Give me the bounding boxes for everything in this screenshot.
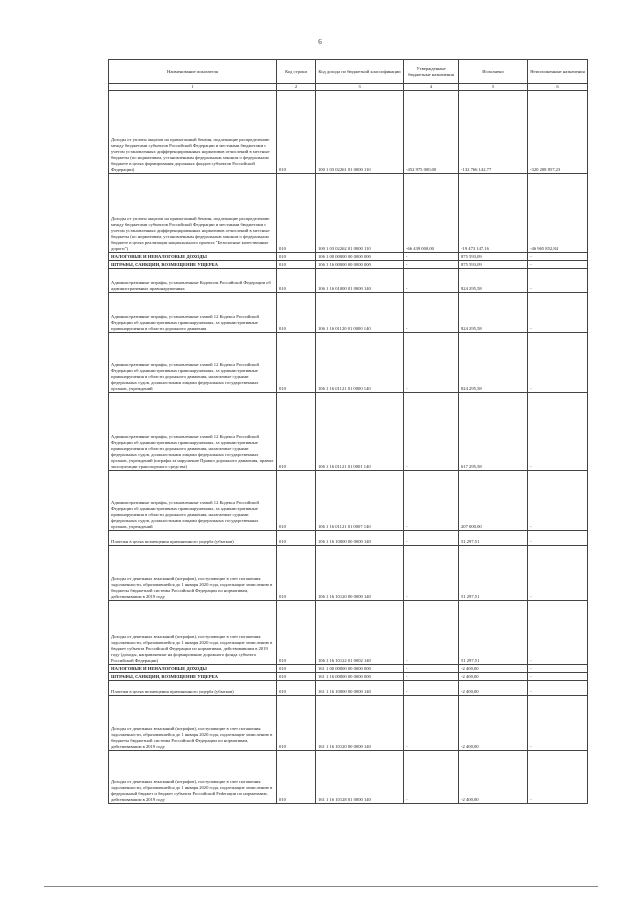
approved-cell: -66 439 000,00 — [404, 174, 459, 253]
line-code-cell: 010 — [277, 546, 316, 601]
executed-cell: -2 400,00 — [459, 681, 528, 696]
executed-cell: 824 295,58 — [459, 293, 528, 333]
column-index: 6 — [528, 84, 588, 91]
line-code-cell: 010 — [277, 91, 316, 174]
table-row — [109, 696, 588, 751]
header-line-code: Код строки — [277, 60, 316, 84]
approved-cell: - — [404, 261, 459, 269]
table-row — [109, 293, 588, 333]
indicator-name-cell: Доходы от уплаты акцизов на прямогонный бензин, подлежащие распределению между бюджетами субъектов Российской Федерации и местными бюджетами с учетом установленных дифференцированных нормативов отчислений в местные бюджеты (по нормативам, установленным федеральным законом о федеральном бюджете в целях реализации национального проекта "Безопасные качественные дороги") — [109, 174, 277, 253]
unexecuted-cell: - — [528, 696, 588, 751]
executed-cell: 207 000,00 — [459, 471, 528, 531]
unexecuted-cell: - — [528, 333, 588, 393]
indicator-name-cell: Доходы от денежных взысканий (штрафов), поступающие в счет погашения задолженности, образовавшейся до 1 января 2020 года, подлежащие зачислению в бюджет субъекта Российской Федерации по нормативам, действовавшим в 2019 году (доходы, направляемые на формирование дорожного фонда субъекта Российской Федерации) — [109, 601, 277, 665]
classification-code-cell: 161 1 16 10128 01 0000 140 — [316, 751, 404, 804]
executed-cell: -132 766 142,77 — [459, 91, 528, 174]
line-code-cell: 010 — [277, 673, 316, 681]
unexecuted-cell: - — [528, 293, 588, 333]
approved-cell: - — [404, 751, 459, 804]
indicator-name-cell: ШТРАФЫ, САНКЦИИ, ВОЗМЕЩЕНИЕ УЩЕРБА — [109, 673, 277, 681]
table-row — [109, 261, 588, 269]
unexecuted-cell: - — [528, 665, 588, 673]
table-row — [109, 665, 588, 673]
table-row — [109, 601, 588, 665]
table-row — [109, 681, 588, 696]
line-code-cell: 010 — [277, 681, 316, 696]
executed-cell: 51 297,51 — [459, 601, 528, 665]
unexecuted-cell: - — [528, 673, 588, 681]
header-indicator-name: Наименование показателя — [109, 60, 277, 84]
column-index: 5 — [459, 84, 528, 91]
approved-cell: - — [404, 253, 459, 261]
approved-cell: - — [404, 269, 459, 293]
approved-cell: - — [404, 673, 459, 681]
executed-cell: -19 473 147,16 — [459, 174, 528, 253]
unexecuted-cell: - — [528, 751, 588, 804]
classification-code-cell: 106 1 16 01000 01 0000 140 — [316, 269, 404, 293]
table-row — [109, 333, 588, 393]
column-index: 1 — [109, 84, 277, 91]
approved-cell: - — [404, 333, 459, 393]
approved-cell: - — [404, 601, 459, 665]
indicator-name-cell: НАЛОГОВЫЕ И НЕНАЛОГОВЫЕ ДОХОДЫ — [109, 253, 277, 261]
table-row — [109, 174, 588, 253]
table-row — [109, 471, 588, 531]
classification-code-cell: 100 1 03 02262 01 0000 110 — [316, 174, 404, 253]
unexecuted-cell: - — [528, 393, 588, 471]
column-index-row — [109, 84, 588, 91]
line-code-cell: 010 — [277, 261, 316, 269]
executed-cell: 617 295,58 — [459, 393, 528, 471]
line-code-cell: 010 — [277, 174, 316, 253]
executed-cell: 51 297,51 — [459, 546, 528, 601]
unexecuted-cell: - — [528, 531, 588, 546]
column-index: 4 — [404, 84, 459, 91]
table-row — [109, 751, 588, 804]
executed-cell: 875 593,09 — [459, 261, 528, 269]
line-code-cell: 010 — [277, 393, 316, 471]
unexecuted-cell: -46 965 852,84 — [528, 174, 588, 253]
line-code-cell: 010 — [277, 471, 316, 531]
classification-code-cell: 106 1 16 10122 01 0002 140 — [316, 601, 404, 665]
approved-cell: - — [404, 696, 459, 751]
executed-cell: -2 400,00 — [459, 673, 528, 681]
classification-code-cell: 106 1 16 01121 01 0000 140 — [316, 333, 404, 393]
indicator-name-cell: Административные штрафы, установленные главой 12 Кодекса Российской Федерации об административных правонарушениях, за административные правонарушения в области дорожного движения, налагаемые судьями федеральных судов, должностными лицами федеральных государственных органов, учреждений (штрафы за нарушение Правил дорожного движения, правил эксплуатации транспортного средства) — [109, 393, 277, 471]
approved-cell: - — [404, 665, 459, 673]
approved-cell: - — [404, 546, 459, 601]
indicator-name-cell: Административные штрафы, установленные главой 12 Кодекса Российской Федерации об административных правонарушениях, за административные правонарушения в области дорожного движения, налагаемые судьями федеральных судов, должностными лицами федеральных государственных органов, учреждений — [109, 471, 277, 531]
classification-code-cell: 106 1 16 01121 01 0007 140 — [316, 471, 404, 531]
executed-cell: 51 297,51 — [459, 531, 528, 546]
line-code-cell: 010 — [277, 253, 316, 261]
indicator-name-cell: Административные штрафы, установленные главой 12 Кодекса Российской Федерации об административных правонарушениях, за административные правонарушения в области дорожного движения, налагаемые судьями федеральных судов, должностными лицами федеральных государственных органов, учреждений — [109, 333, 277, 393]
line-code-cell: 010 — [277, 293, 316, 333]
table-row — [109, 546, 588, 601]
table-row — [109, 269, 588, 293]
table-row — [109, 91, 588, 174]
classification-code-cell: 161 1 00 00000 00 0000 000 — [316, 665, 404, 673]
indicator-name-cell: Доходы от уплаты акцизов на прямогонный бензин, подлежащие распределению между бюджетами субъектов Российской Федерации и местными бюджетами с учетом установленных дифференцированных нормативов отчислений в местные бюджеты (по нормативам, установленным федеральным законом о федеральном бюджете в целях формирования дорожных фондов субъектов Российской Федерации) — [109, 91, 277, 174]
executed-cell: -2 400,00 — [459, 751, 528, 804]
classification-code-cell: 106 1 16 10000 00 0000 140 — [316, 531, 404, 546]
approved-cell: - — [404, 393, 459, 471]
classification-code-cell: 161 1 16 10000 00 0000 140 — [316, 681, 404, 696]
executed-cell: 824 295,58 — [459, 269, 528, 293]
table-row — [109, 531, 588, 546]
line-code-cell: 010 — [277, 601, 316, 665]
classification-code-cell: 161 1 16 00000 00 0000 000 — [316, 673, 404, 681]
classification-code-cell: 100 1 03 02261 01 0000 110 — [316, 91, 404, 174]
approved-cell: - — [404, 531, 459, 546]
line-code-cell: 010 — [277, 665, 316, 673]
budget-execution-table — [108, 59, 588, 804]
executed-cell: -2 400,00 — [459, 696, 528, 751]
table-row — [109, 393, 588, 471]
unexecuted-cell: - — [528, 261, 588, 269]
unexecuted-cell: - — [528, 601, 588, 665]
indicator-name-cell: Административные штрафы, установленные Кодексом Российской Федерации об административных правонарушениях — [109, 269, 277, 293]
header-budget-classification-code: Код дохода по бюджетной классификации — [316, 60, 404, 84]
unexecuted-cell: - — [528, 681, 588, 696]
table-row — [109, 253, 588, 261]
header-approved-appropriations: Утвержденные бюджетные назначения — [404, 60, 459, 84]
header-unexecuted-appropriations: Неисполненные назначения — [528, 60, 588, 84]
classification-code-cell: 106 1 16 10120 00 0000 140 — [316, 546, 404, 601]
line-code-cell: 010 — [277, 751, 316, 804]
table-row — [109, 673, 588, 681]
column-index: 2 — [277, 84, 316, 91]
header-executed: Исполнено — [459, 60, 528, 84]
unexecuted-cell: -320 208 857,23 — [528, 91, 588, 174]
approved-cell: -452 975 000,00 — [404, 91, 459, 174]
unexecuted-cell: - — [528, 546, 588, 601]
classification-code-cell: 106 1 16 01121 01 0001 140 — [316, 393, 404, 471]
executed-cell: 824 295,58 — [459, 333, 528, 393]
unexecuted-cell: - — [528, 269, 588, 293]
executed-cell: 875 593,09 — [459, 253, 528, 261]
column-index: 3 — [316, 84, 404, 91]
classification-code-cell: 161 1 16 10120 00 0000 140 — [316, 696, 404, 751]
classification-code-cell: 106 1 16 01120 01 0000 140 — [316, 293, 404, 333]
approved-cell: - — [404, 471, 459, 531]
indicator-name-cell: ШТРАФЫ, САНКЦИИ, ВОЗМЕЩЕНИЕ УЩЕРБА — [109, 261, 277, 269]
line-code-cell: 010 — [277, 269, 316, 293]
unexecuted-cell: - — [528, 253, 588, 261]
indicator-name-cell: Административные штрафы, установленные главой 12 Кодекса Российской Федерации об административных правонарушениях, за административные правонарушения в области дорожного движения — [109, 293, 277, 333]
line-code-cell: 010 — [277, 696, 316, 751]
executed-cell: -2 400,00 — [459, 665, 528, 673]
line-code-cell: 010 — [277, 333, 316, 393]
indicator-name-cell: Доходы от денежных взысканий (штрафов), поступающие в счет погашения задолженности, образовавшейся до 1 января 2020 года, подлежащие зачислению в бюджеты бюджетной системы Российской Федерации по нормативам, действовавшим в 2019 году — [109, 696, 277, 751]
unexecuted-cell: - — [528, 471, 588, 531]
bottom-rule — [44, 886, 598, 887]
line-code-cell: 010 — [277, 531, 316, 546]
table-body — [109, 91, 588, 804]
indicator-name-cell: НАЛОГОВЫЕ И НЕНАЛОГОВЫЕ ДОХОДЫ — [109, 665, 277, 673]
approved-cell: - — [404, 293, 459, 333]
indicator-name-cell: Платежи в целях возмещения причиненного ущерба (убытков) — [109, 531, 277, 546]
indicator-name-cell: Доходы от денежных взысканий (штрафов), поступающие в счет погашения задолженности, образовавшейся до 1 января 2020 года, подлежащие зачислению в бюджеты бюджетной системы Российской Федерации по нормативам, действовавшим в 2019 году — [109, 546, 277, 601]
classification-code-cell: 106 1 16 00000 00 0000 000 — [316, 261, 404, 269]
table-header-row — [109, 60, 588, 84]
classification-code-cell: 106 1 00 00000 00 0000 000 — [316, 253, 404, 261]
indicator-name-cell: Платежи в целях возмещения причиненного ущерба (убытков) — [109, 681, 277, 696]
page-number: 6 — [318, 38, 322, 46]
indicator-name-cell: Доходы от денежных взысканий (штрафов), поступающие в счет погашения задолженности, образовавшейся до 1 января 2020 года, подлежащие зачислению в федеральный бюджет и бюджет субъекта Российской Federации по нормативам, действовавшим в 2019 году — [109, 751, 277, 804]
approved-cell: - — [404, 681, 459, 696]
